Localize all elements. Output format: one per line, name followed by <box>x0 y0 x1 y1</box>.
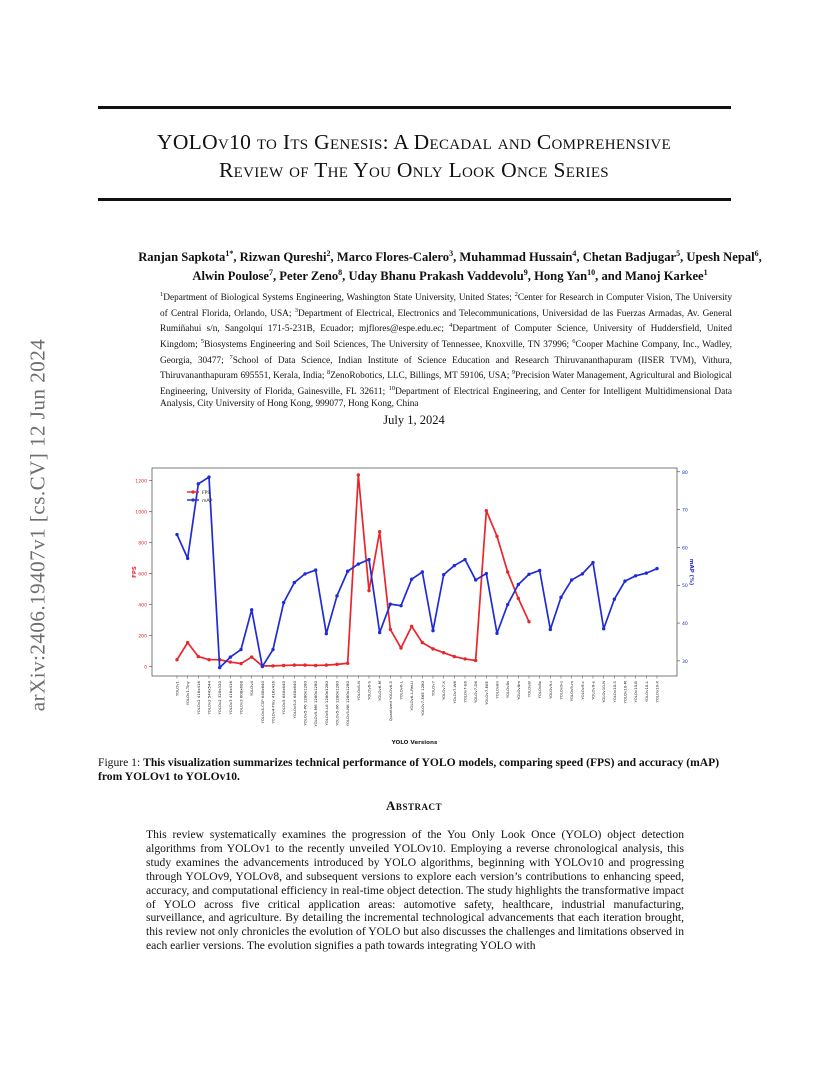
x-tick-label: YOLOv10-N <box>601 681 607 703</box>
data-point-map <box>453 564 456 567</box>
data-point-fps <box>485 509 488 512</box>
legend-marker <box>191 498 194 501</box>
x-tick-label: YOLOv7-E6E 1280 <box>419 681 425 717</box>
affiliation: Cooper Machine Company, Inc., Wadley, Georgia, 30477; <box>160 340 732 366</box>
author-sup: 8 <box>338 268 343 278</box>
affiliation: Department of Electrical Engineering, and Center for Intelligent Multidimensional Data Analysis, City University of Hong Kong, 999077, Hong Kong, China <box>160 387 732 409</box>
author-sup: 10 <box>587 268 596 278</box>
data-point-fps <box>527 620 530 623</box>
x-tick-label: YOLOv10-M <box>622 681 628 704</box>
affiliation: Precision Water Management, Agricultural and Biological Engineering, University of Florida, Gainesville, FL 32611; <box>160 371 732 398</box>
affiliation-sup: 1 <box>160 291 164 298</box>
arxiv-stamp <box>20 290 56 760</box>
data-point-map <box>549 628 552 631</box>
data-point-map <box>197 482 200 485</box>
x-tick-label: YOLOv6-M <box>377 681 383 701</box>
data-point-map <box>378 631 381 634</box>
affiliation: Biosystems Engineering and Soil Sciences, The University of Tennessee, Knoxville, TN 37996; <box>204 340 573 351</box>
data-point-map <box>239 648 242 651</box>
data-point-fps <box>463 657 466 660</box>
data-point-map <box>261 665 264 668</box>
data-point-fps <box>495 535 498 538</box>
x-tick-label: YOLOv9-m <box>569 681 575 702</box>
abstract-text: This review systematically examines the progression of the You Only Look Once (YOLO) object detection algorithms from YOLOv1 to the recently unveiled YOLOv10. Employing a reverse chronological analysis, this study examines the advancements introduced by YOLO algorithms, beginning with YOLOv10 and progressing through YOLOv9, YOLOv8, and subsequent versions to explore each version’s contributions to enhancing speed, accuracy, and computational efficiency in real-time object detection. The study highlights the transformative impact of YOLO across five critical application areas: automotive safety, healthcare, industrial manufacturing, surveillance, and agriculture. By detailing the incremental technological advancements that each iteration brought, this review not only chronicles the evolution of YOLO but also discusses the challenges and limitations observed in each earlier versions. The evolution signifies a path towards integrating YOLO with <box>146 828 684 953</box>
x-tick-label: YOLOv9-e <box>590 681 596 700</box>
data-point-map <box>399 604 402 607</box>
data-point-fps <box>346 662 349 665</box>
affiliation: Department of Biological Systems Engineering, Washington State University, United States; <box>163 293 515 304</box>
author: Hong Yan$^{10}$ <box>534 268 596 284</box>
paper-title <box>60 128 768 184</box>
author-sup: 1 <box>703 268 708 278</box>
author-sup: 3 <box>449 249 454 258</box>
affiliation: Department of Computer Science, University of Huddersfield, United Kingdom; <box>160 324 732 351</box>
author: Peter Zeno$^8$ <box>279 268 343 284</box>
data-point-fps <box>293 663 296 666</box>
data-point-map <box>293 581 296 584</box>
data-point-fps <box>357 473 360 476</box>
y2-tick-label: 30 <box>682 659 688 665</box>
data-point-fps <box>303 663 306 666</box>
x-tick-label: YOLOv10-S <box>611 681 617 703</box>
x-tick-label: YOLOv1 <box>174 681 180 697</box>
x-tick-label: YOLOv2 320x320 <box>217 681 223 715</box>
data-point-map <box>410 577 413 580</box>
figure-caption <box>98 756 732 784</box>
data-point-map <box>485 572 488 575</box>
x-tick-label: YOLOv6-L-ReLU <box>409 681 415 711</box>
author: Manoj Karkee$^1$ <box>624 268 708 284</box>
data-point-map <box>506 603 509 606</box>
y-axis-label: FPS <box>132 566 138 578</box>
x-tick-label: YOLOv2 544x544 <box>206 681 212 715</box>
x-tick-label: YOLOv3 608x608 <box>238 681 244 715</box>
x-tick-label: YOLOv5-X6 1280x1280 <box>334 681 340 726</box>
author: Muhammad Hussain$^4$ <box>459 249 577 265</box>
x-tick-label: YOLOv5-M6 1280x1280 <box>313 681 319 727</box>
affiliation-sup: 9 <box>511 369 516 377</box>
bottom-rule <box>98 198 731 201</box>
affiliation: Department of Electrical, Electronics and Telecommunications, Universidad de las Fuerzas Armadas, Av. General Rumiñahui s/n, Sangolquí 171-5-231B, Ecuador; mjflores@espe.edu.ec; <box>160 308 733 335</box>
title-line-2: Review of The You Only Look Once Series <box>219 158 609 182</box>
author-sup: 1* <box>225 249 234 258</box>
x-tick-label: YOLOv7 <box>430 681 436 697</box>
data-point-map <box>495 632 498 635</box>
author: Alwin Poulose$^7$ <box>192 268 273 284</box>
x-tick-label: YOLOv10-X <box>654 681 660 703</box>
x-tick-label: YOLOv2 416x416 <box>195 681 201 715</box>
x-axis-label: YOLO Versions <box>391 740 438 746</box>
author-sup: 5 <box>676 249 681 258</box>
data-point-map <box>634 574 637 577</box>
affiliation: Center for Research in Computer Vision, The University of Central Florida, Orlando, USA; <box>160 293 732 319</box>
x-tick-label: YOLOv9-s <box>558 681 564 700</box>
x-tick-label: YOLOv7-X <box>441 681 447 700</box>
x-tick-label: YOLOv4-CSP 640x640 <box>259 681 265 724</box>
data-point-map <box>421 570 424 573</box>
y-tick-label: 800 <box>138 541 147 547</box>
data-point-map <box>623 579 626 582</box>
data-point-fps <box>431 647 434 650</box>
affiliation-sup: 5 <box>200 338 205 346</box>
data-point-fps <box>378 530 381 533</box>
data-point-map <box>517 583 520 586</box>
data-point-map <box>335 594 338 597</box>
data-point-fps <box>207 658 210 661</box>
x-tick-label: YOLOv8l <box>526 681 532 698</box>
date: July 1, 2024 <box>383 413 445 427</box>
author: Marco Flores-Calero$^3$ <box>336 249 454 265</box>
author-sup: 4 <box>572 249 577 258</box>
title-line-1: YOLOv10 to Its Genesis: A Decadal and Comprehensive <box>157 130 671 154</box>
y2-tick-label: 40 <box>682 622 688 628</box>
data-point-map <box>325 632 328 635</box>
affiliation-sup: 7 <box>229 353 233 361</box>
author: Rizwan Qureshi$^2$ <box>239 249 331 265</box>
legend-label: mAP <box>202 498 213 504</box>
x-tick-label: YOLOv8m <box>515 681 521 700</box>
data-point-map <box>229 655 232 658</box>
data-point-map <box>346 570 349 573</box>
affiliation-sup: 6 <box>572 338 576 346</box>
top-rule <box>98 106 731 109</box>
data-point-fps <box>314 664 317 667</box>
caption-text: This visualization summarizes technical performance of YOLO models, comparing speed (FPS) and accuracy (mAP) from YOLOv1 to YOLOv10. <box>98 756 720 783</box>
data-point-map <box>207 475 210 478</box>
affiliation: School of Data Science, Indian Institute of Science Education and Research Thiruvananthapuram (IISER TVM), Vithura, Thiruvananthapuram 695551, Kerala, India; <box>160 355 732 382</box>
data-point-map <box>389 602 392 605</box>
series-line-map <box>177 477 657 668</box>
x-tick-label: YOLOv6-L <box>398 681 404 700</box>
data-point-map <box>602 627 605 630</box>
data-point-fps <box>250 655 253 658</box>
x-tick-label: YOLOv4 <box>249 681 255 697</box>
data-point-fps <box>271 664 274 667</box>
data-point-map <box>570 578 573 581</box>
affiliations <box>160 289 732 410</box>
data-point-fps <box>506 570 509 573</box>
x-tick-label: YOLOv10-B <box>633 681 639 703</box>
x-tick-label: YOLOv4-Tiny 416x416 <box>270 681 276 724</box>
data-point-fps <box>325 663 328 666</box>
data-point-map <box>218 666 221 669</box>
x-tick-label: YOLOv7-D6 <box>473 681 479 703</box>
series-line-fps <box>177 475 529 666</box>
x-tick-label: YOLOv5-P6 1280x1280 <box>302 681 308 726</box>
data-point-fps <box>421 641 424 644</box>
author-list: Ranjan Sapkota$^{1*}$, Rizwan Qureshi$^2$, Marco Flores-Calero$^3$, Muhammad Hussain$^4$, Chetan Badjugar$^5$, Upesh Nepal$^6$, Alwin Poulose$^7$, Peter Zeno$^8$, Uday Bhanu Prakash Vaddevolu$^9$, Hong Yan$^{10}$, and Manoj Karkee$^1$ <box>138 249 762 284</box>
data-point-map <box>538 569 541 572</box>
y-tick-label: 400 <box>138 603 147 609</box>
data-point-map <box>282 601 285 604</box>
data-point-fps <box>239 662 242 665</box>
data-point-fps <box>335 663 338 666</box>
data-point-map <box>559 596 562 599</box>
y2-tick-label: 70 <box>682 508 688 514</box>
data-point-fps <box>442 651 445 654</box>
data-point-map <box>314 568 317 571</box>
plot-frame <box>152 468 677 676</box>
arxiv-stamp-text: arXiv:2406.19407v1 [cs.CV] 12 Jun 2024 <box>25 338 50 712</box>
author-sup: 7 <box>268 268 273 278</box>
x-tick-label: YOLOv5-L6 1280x1280 <box>323 681 329 726</box>
data-point-fps <box>474 659 477 662</box>
y2-axis-label: mAP (%) <box>688 558 694 586</box>
y2-tick-label: 60 <box>682 546 688 552</box>
author: Ranjan Sapkota$^{1*}$ <box>138 249 234 265</box>
x-tick-label: YOLOv1-Tiny <box>185 681 191 706</box>
y-tick-label: 600 <box>138 572 147 578</box>
author-sup: 6 <box>754 249 759 258</box>
data-point-fps <box>517 597 520 600</box>
affiliation-sup: 10 <box>388 385 396 393</box>
data-point-map <box>527 573 530 576</box>
y2-tick-label: 50 <box>682 584 688 590</box>
x-tick-label: YOLOv6-N <box>355 681 361 701</box>
data-point-fps <box>367 589 370 592</box>
data-point-map <box>271 648 274 651</box>
data-point-map <box>474 578 477 581</box>
x-tick-label: YOLOv7-E6 <box>462 681 468 703</box>
data-point-map <box>613 598 616 601</box>
x-tick-label: YOLOv8n <box>494 681 500 699</box>
author-sup: 2 <box>326 249 331 258</box>
y-tick-label: 0 <box>144 665 147 671</box>
x-tick-label: YOLOv9-t <box>547 681 553 700</box>
affiliation-sup: 8 <box>326 369 331 377</box>
y2-tick-label: 80 <box>682 470 688 476</box>
x-tick-label: YOLOv5 640x640 <box>281 681 287 715</box>
data-point-map <box>581 572 584 575</box>
data-point-fps <box>453 655 456 658</box>
affiliation-sup: 2 <box>514 291 518 298</box>
x-tick-label: YOLOv8x <box>537 681 543 699</box>
fps-map-chart <box>125 462 695 750</box>
data-point-map <box>367 558 370 561</box>
data-point-map <box>645 571 648 574</box>
data-point-fps <box>175 658 178 661</box>
data-point-fps <box>389 628 392 631</box>
author: Uday Bhanu Prakash Vaddevolu$^9$ <box>348 268 528 284</box>
x-tick-label: YOLOv6-S <box>366 681 372 700</box>
data-point-fps <box>410 625 413 628</box>
data-point-map <box>186 557 189 560</box>
x-tick-label: YOLOv8s <box>505 681 511 699</box>
data-point-map <box>463 558 466 561</box>
affiliation-sup: 3 <box>294 306 299 314</box>
data-point-map <box>431 629 434 632</box>
author: Chetan Badjugar$^5$ <box>582 249 681 265</box>
data-point-map <box>655 567 658 570</box>
legend-label: FPS <box>202 490 211 496</box>
x-tick-label: YOLOv5-X 640x640 <box>291 681 297 719</box>
data-point-fps <box>282 664 285 667</box>
data-point-fps <box>186 641 189 644</box>
y-tick-label: 200 <box>138 634 147 640</box>
legend-marker <box>191 490 194 493</box>
x-tick-label: YOLOv7-E6E <box>483 681 489 705</box>
x-tick-label: YOLOv3 416x416 <box>227 681 233 715</box>
data-point-map <box>591 561 594 564</box>
author: Upesh Nepal$^6$ <box>686 249 759 265</box>
caption-label: Figure 1: <box>98 756 144 769</box>
data-point-map <box>175 533 178 536</box>
data-point-map <box>442 573 445 576</box>
data-point-map <box>250 608 253 611</box>
affiliation: ZenoRobotics, LLC, Billings, MT 59106, USA; <box>330 371 512 382</box>
y-tick-label: 1200 <box>135 479 147 485</box>
x-tick-label: YOLOv5-N6 1280x1280 <box>345 681 351 727</box>
data-point-fps <box>197 655 200 658</box>
abstract-heading: Abstract <box>386 798 442 813</box>
affiliation-sup: 4 <box>449 322 453 330</box>
x-tick-label: Quantized YOLOv6-S <box>387 681 393 722</box>
x-tick-label: YOLOv7-W6 <box>451 681 457 704</box>
x-tick-label: YOLOv9-c <box>579 681 585 700</box>
y-tick-label: 1000 <box>135 510 147 516</box>
data-point-map <box>303 572 306 575</box>
data-point-fps <box>229 660 232 663</box>
data-point-map <box>357 562 360 565</box>
x-tick-label: YOLOv10-L <box>643 681 649 703</box>
data-point-fps <box>399 646 402 649</box>
author-sup: 9 <box>523 268 528 278</box>
